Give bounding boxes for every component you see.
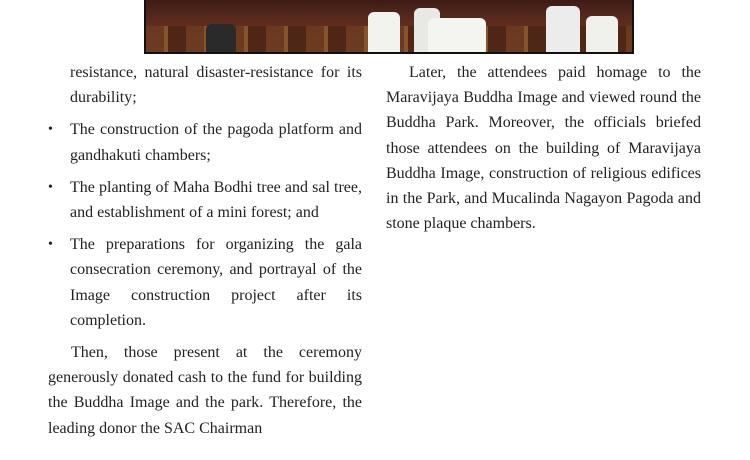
bullet-icon: • [48, 237, 53, 253]
list-item [48, 232, 362, 333]
photo-figure [428, 18, 486, 52]
ceremony-photo [144, 0, 634, 54]
photo-figure [368, 12, 400, 52]
photo-figure [206, 24, 236, 52]
bullet-icon: • [48, 179, 53, 195]
photo-figure [546, 6, 580, 52]
list-item [48, 117, 362, 167]
body-paragraph: Later, the attendees paid homage to the Maravijaya Buddha Image and viewed round the Buddha Park. Moreover, the officials briefed those attendees on the building of Maravijaya Buddha Image, construction of religious edifices in the Park, and Mucalinda Nagayon Pagoda and stone plaque chambers. [386, 64, 701, 233]
list-item-text: The planting of Maha Bodhi tree and sal tree, and establishment of a mini forest; and [70, 178, 362, 222]
left-column [48, 60, 362, 441]
right-column [386, 60, 701, 236]
body-paragraph: Then, those present at the ceremony generously donated cash to the fund for building the Buddha Image and the park. Therefore, the leading donor the SAC Chairman [48, 344, 362, 437]
list-item [48, 175, 362, 225]
continuation-text: resistance, natural disaster-resistance for its durability; [70, 64, 362, 107]
bullet-icon: • [48, 122, 53, 138]
list-item-text: The preparations for organizing the gala consecration ceremony, and portrayal of the Image construction project after its completion. [70, 236, 362, 329]
photo-figure [586, 16, 618, 52]
list-item-text: The construction of the pagoda platform and gandhakuti chambers; [70, 121, 362, 164]
